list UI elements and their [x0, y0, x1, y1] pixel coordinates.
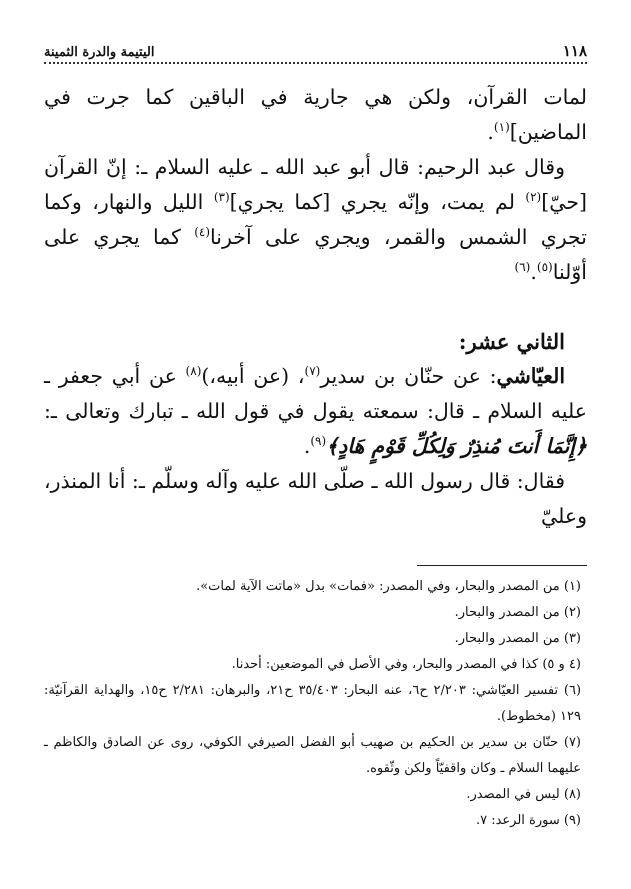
footnote-ref-4: (٤) — [194, 225, 211, 240]
footnote-ref-7: (٧) — [304, 364, 321, 379]
footnote-4-5: (٤ و ٥) كذا في المصدر والبحار، وفي الأصل في الموضعين: أحدنا. — [231, 657, 581, 672]
narrator-name: العيّاشي — [496, 364, 566, 388]
paragraph-3-part-a: : عن حنّان بن سدير — [320, 364, 497, 388]
paragraph-2 — [44, 150, 587, 290]
paragraph-2-part-d: كما يجري على أوّلنا — [44, 225, 587, 284]
main-text — [44, 80, 587, 534]
footnotes — [44, 574, 587, 834]
footnote-ref-1: (١) — [493, 120, 510, 135]
paragraph-4: فقال: قال رسول الله ـ صلّى الله عليه وآله وسلّم ـ: أنا المنذر، وعليّ — [44, 469, 587, 528]
footnote-3: (٣) من المصدر والبحار. — [454, 631, 581, 646]
section-gap — [44, 290, 587, 324]
paragraph-2-part-a: وقال عبد الرحيم: قال أبو عبد الله ـ عليه السلام ـ: إنّ القرآن [حيّ] — [44, 155, 587, 214]
footnote-1: (١) من المصدر والبحار، وفي المصدر: «فمات» بدل «ماتت الآية لمات». — [196, 579, 581, 594]
header-title: اليتيمة والدرة الثمينة — [44, 45, 155, 60]
section-heading: الثاني عشر: — [458, 329, 565, 354]
paragraph-3-part-c: عن أبي جعفر ـ عليه السلام ـ قال: سمعته يقول في قول الله ـ تبارك وتعالى ـ: — [44, 364, 587, 423]
footnote-ref-9: (٩) — [310, 434, 327, 449]
footnote-separator — [417, 565, 587, 566]
footnote-ref-2: (٢) — [525, 190, 542, 205]
footnote-ref-6: (٦) — [514, 260, 531, 275]
footnote-ref-5: (٥) — [536, 260, 553, 275]
footnote-2: (٢) من المصدر والبحار. — [454, 605, 581, 620]
page-number: ١١٨ — [562, 42, 587, 60]
footnote-7: (٧) حنّان بن سدير بن الحكيم بن صهيب أبو الفضل الصيرفي الكوفي، روى عن الصادق والكاظم ـ عليهما السلام ـ وكان واقفيّاً ولكن وثّقوه. — [44, 735, 581, 776]
paragraph-3 — [44, 359, 587, 464]
paragraph-3-part-b: ، (عن أبيه،) — [201, 364, 305, 388]
footnote-ref-3: (٣) — [213, 190, 230, 205]
paragraph-2-part-c: الليل والنهار، وكما تجري الشمس والقمر، ويجري على آخرنا — [44, 190, 587, 249]
paragraph-1-text: لمات القرآن، ولكن هي جارية في الباقين كما جرت في الماضين] — [44, 85, 587, 144]
running-header — [44, 38, 587, 64]
paragraph-2-part-e: . — [530, 260, 537, 284]
footnote-6: (٦) تفسير العيّاشي: ٢/٢٠٣ ح٦، عنه البحار: ٣٥/٤٠٣ ح٢١، والبرهان: ٢/٢٨١ ح١٥، والهداية القرآنيّة: ١٢٩ (مخطوط). — [44, 683, 582, 724]
footnote-8: (٨) ليس في المصدر. — [466, 787, 581, 802]
paragraph-3-end: . — [303, 434, 311, 458]
paragraph-1 — [44, 80, 587, 150]
footnote-9: (٩) سورة الرعد: ٧. — [475, 813, 581, 828]
quran-verse: ﴿إِنَّمَا أَنتَ مُنذِرٌ وَلِكُلِّ قَوْمٍ هَادٍ﴾ — [326, 434, 587, 458]
footnote-ref-8: (٨) — [185, 364, 202, 379]
paragraph-1-end: . — [487, 120, 494, 144]
paragraph-2-part-b: لم يمت، وإنّه يجري [كما يجري] — [229, 190, 526, 214]
